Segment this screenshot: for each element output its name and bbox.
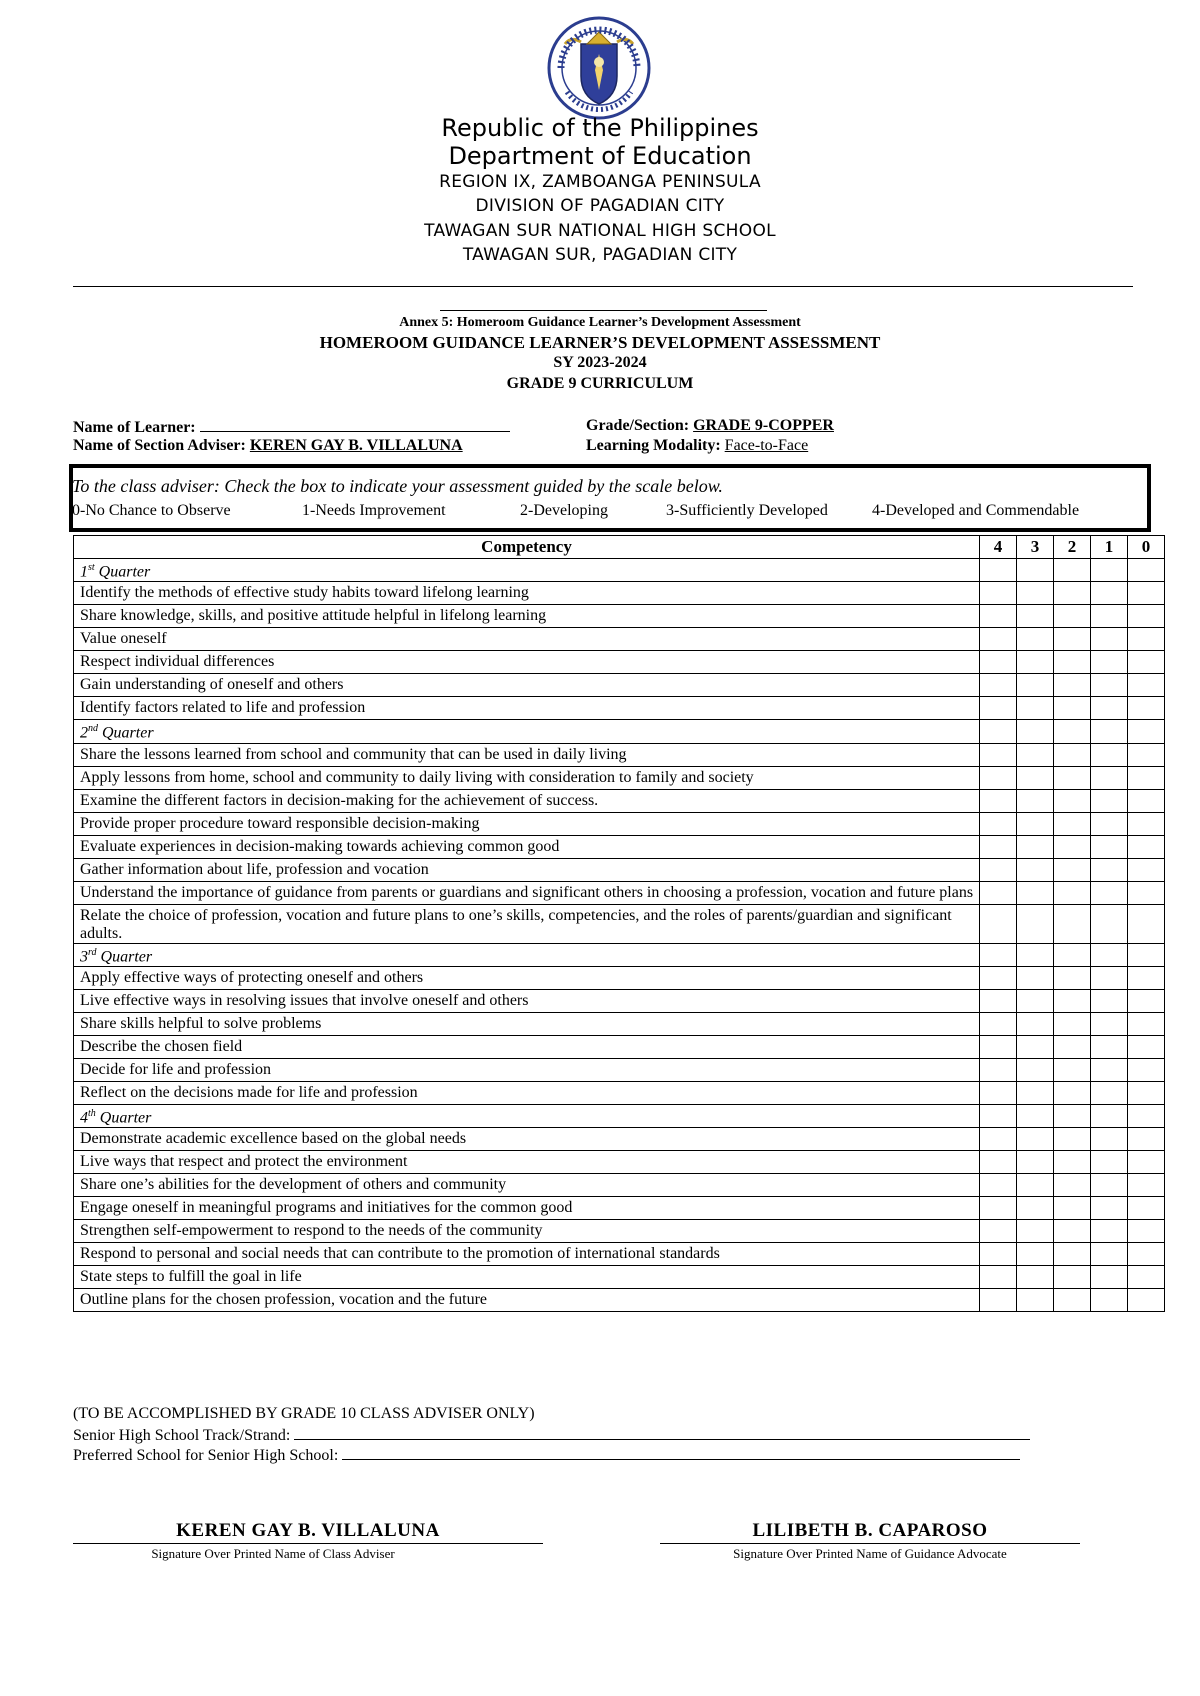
score-cell-1[interactable] [1091,904,1128,943]
adviser-row [73,437,463,455]
score-cell-0[interactable] [1128,1220,1165,1243]
score-cell-3[interactable] [1017,1243,1054,1266]
quarter-row-q4 [74,1104,1165,1127]
score-cell-3[interactable] [1017,989,1054,1012]
learner-name-field[interactable] [200,417,510,432]
quarter-word: Quarter [99,1109,152,1127]
score-cell-0[interactable] [1128,1081,1165,1104]
score-cell-1[interactable] [1091,1035,1128,1058]
learner-label: Name of Learner: [73,419,196,436]
competency-row [74,904,1165,943]
score-cell-3[interactable] [1017,1151,1054,1174]
competency-row [74,1174,1165,1197]
score-cell-3[interactable] [1017,943,1054,966]
score-cell-3[interactable] [1017,858,1054,881]
score-cell-4[interactable] [980,966,1017,989]
score-cell-2[interactable] [1054,1012,1091,1035]
competency-row [74,835,1165,858]
score-cell-4[interactable] [980,1220,1017,1243]
scale-3: 3-Sufficiently Developed [666,502,828,519]
score-cell-0[interactable] [1128,943,1165,966]
score-cell-4[interactable] [980,1128,1017,1151]
adviser-signature-caption: Signature Over Printed Name of Class Adviser [151,1546,395,1561]
score-cell-4[interactable] [980,989,1017,1012]
competency-row [74,1289,1165,1312]
competency-text: Share skills helpful to solve problems [74,1012,980,1035]
quarter-row-q2 [74,720,1165,743]
quarter-row-q1 [74,559,1165,582]
modality-row [586,437,808,455]
score-cell-2[interactable] [1054,1220,1091,1243]
score-cell-3[interactable] [1017,766,1054,789]
score-cell-2[interactable] [1054,943,1091,966]
score-cell-1[interactable] [1091,1081,1128,1104]
score-cell-0[interactable] [1128,966,1165,989]
competency-text: Share knowledge, skills, and positive attitude helpful in lifelong learning [74,605,980,628]
score-header-0: 0 [1128,536,1165,559]
score-cell-1[interactable] [1091,1243,1128,1266]
score-cell-1[interactable] [1091,1104,1128,1127]
score-cell-4[interactable] [980,812,1017,835]
score-cell-2[interactable] [1054,966,1091,989]
score-cell-1[interactable] [1091,1266,1128,1289]
score-cell-3[interactable] [1017,1104,1054,1127]
competency-text: Identify factors related to life and profession [74,697,980,720]
score-cell-3[interactable] [1017,835,1054,858]
score-cell-2[interactable] [1054,1266,1091,1289]
preferred-school-label: Preferred School for Senior High School: [73,1447,339,1464]
score-cell-3[interactable] [1017,812,1054,835]
score-cell-1[interactable] [1091,1012,1128,1035]
score-cell-2[interactable] [1054,904,1091,943]
quarter-word: Quarter [102,724,154,742]
score-cell-4[interactable] [980,881,1017,904]
score-cell-3[interactable] [1017,743,1054,766]
score-cell-0[interactable] [1128,743,1165,766]
quarter-ordinal: st [88,562,95,573]
header-region: REGION IX, ZAMBOANGA PENINSULA [439,172,761,192]
competency-table [73,535,1165,1312]
score-cell-3[interactable] [1017,1220,1054,1243]
score-cell-4[interactable] [980,582,1017,605]
grade-section-row [586,417,834,435]
quarter-word: Quarter [100,947,153,965]
score-cell-3[interactable] [1017,881,1054,904]
score-cell-4[interactable] [980,605,1017,628]
score-cell-4[interactable] [980,674,1017,697]
quarter-row-q3 [74,943,1165,966]
score-cell-2[interactable] [1054,1058,1091,1081]
quarter-label [74,720,980,743]
score-cell-4[interactable] [980,1174,1017,1197]
score-cell-2[interactable] [1054,720,1091,743]
competency-text: Respect individual differences [74,651,980,674]
competency-row [74,651,1165,674]
competency-text: State steps to fulfill the goal in life [74,1266,980,1289]
advocate-signature-caption: Signature Over Printed Name of Guidance Advocate [733,1546,1007,1561]
score-cell-2[interactable] [1054,1243,1091,1266]
competency-row [74,858,1165,881]
competency-text: Apply lessons from home, school and community to daily living with consideration to family and society [74,766,980,789]
quarter-number: 1 [80,563,88,581]
quarter-label [74,943,980,966]
score-cell-1[interactable] [1091,1220,1128,1243]
score-header-3: 3 [1017,536,1054,559]
header-address: TAWAGAN SUR, PAGADIAN CITY [462,245,738,265]
score-cell-0[interactable] [1128,697,1165,720]
score-cell-0[interactable] [1128,720,1165,743]
score-cell-1[interactable] [1091,966,1128,989]
score-cell-4[interactable] [980,1012,1017,1035]
score-cell-2[interactable] [1054,1128,1091,1151]
competency-text: Gather information about life, profession and vocation [74,858,980,881]
track-strand-field[interactable] [294,1425,1030,1440]
score-cell-2[interactable] [1054,766,1091,789]
score-cell-0[interactable] [1128,674,1165,697]
competency-text: Demonstrate academic excellence based on the global needs [74,1128,980,1151]
quarter-word: Quarter [98,563,151,581]
score-cell-1[interactable] [1091,835,1128,858]
competency-text: Examine the different factors in decision-making for the achievement of success. [74,789,980,812]
competency-row [74,881,1165,904]
score-cell-2[interactable] [1054,789,1091,812]
competency-text: Engage oneself in meaningful programs and initiatives for the common good [74,1197,980,1220]
competency-row [74,1220,1165,1243]
score-cell-3[interactable] [1017,1012,1054,1035]
quarter-number: 2 [80,724,88,742]
score-cell-0[interactable] [1128,1104,1165,1127]
school-year: SY 2023-2024 [553,354,647,371]
adviser-value: KEREN GAY B. VILLALUNA [249,437,463,454]
quarter-ordinal: nd [88,723,98,735]
score-cell-3[interactable] [1017,605,1054,628]
competency-row [74,1151,1165,1174]
score-cell-0[interactable] [1128,989,1165,1012]
quarter-number: 3 [80,947,88,965]
preferred-school-row [73,1445,1020,1465]
score-cell-1[interactable] [1091,812,1128,835]
score-cell-4[interactable] [980,559,1017,582]
score-cell-3[interactable] [1017,628,1054,651]
score-cell-1[interactable] [1091,789,1128,812]
curriculum-grade: GRADE 9 CURRICULUM [506,375,694,392]
score-cell-3[interactable] [1017,674,1054,697]
quarter-ordinal: rd [88,946,97,958]
document-title: HOMEROOM GUIDANCE LEARNER’S DEVELOPMENT ASSESSMENT [319,333,881,352]
score-cell-0[interactable] [1128,1012,1165,1035]
competency-row [74,1081,1165,1104]
score-cell-3[interactable] [1017,582,1054,605]
competency-row [74,989,1165,1012]
competency-text: Describe the chosen field [74,1035,980,1058]
score-cell-1[interactable] [1091,720,1128,743]
instruction-box [69,464,1151,532]
score-cell-2[interactable] [1054,881,1091,904]
competency-text: Outline plans for the chosen profession, vocation and the future [74,1289,980,1312]
score-cell-2[interactable] [1054,858,1091,881]
score-cell-0[interactable] [1128,835,1165,858]
competency-text: Live ways that respect and protect the environment [74,1151,980,1174]
score-cell-0[interactable] [1128,766,1165,789]
scale-1: 1-Needs Improvement [302,502,446,519]
score-cell-4[interactable] [980,858,1017,881]
score-cell-3[interactable] [1017,651,1054,674]
score-cell-0[interactable] [1128,1035,1165,1058]
competency-text: Live effective ways in resolving issues that involve oneself and others [74,989,980,1012]
score-cell-3[interactable] [1017,720,1054,743]
score-cell-1[interactable] [1091,1174,1128,1197]
competency-text: Identify the methods of effective study habits toward lifelong learning [74,582,980,605]
score-cell-0[interactable] [1128,1058,1165,1081]
score-cell-1[interactable] [1091,605,1128,628]
header-school: TAWAGAN SUR NATIONAL HIGH SCHOOL [424,221,776,241]
score-cell-0[interactable] [1128,881,1165,904]
score-cell-1[interactable] [1091,628,1128,651]
competency-row [74,674,1165,697]
competency-row [74,1058,1165,1081]
score-cell-1[interactable] [1091,743,1128,766]
track-strand-row [73,1425,1030,1445]
score-cell-4[interactable] [980,1081,1017,1104]
score-cell-4[interactable] [980,1197,1017,1220]
score-cell-0[interactable] [1128,1151,1165,1174]
score-cell-1[interactable] [1091,989,1128,1012]
score-cell-2[interactable] [1054,1081,1091,1104]
score-cell-4[interactable] [980,697,1017,720]
score-cell-3[interactable] [1017,1174,1054,1197]
score-header-4: 4 [980,536,1017,559]
score-cell-3[interactable] [1017,789,1054,812]
adviser-signature-line [73,1543,543,1544]
header-division: DIVISION OF PAGADIAN CITY [475,196,725,216]
score-cell-2[interactable] [1054,835,1091,858]
score-cell-3[interactable] [1017,904,1054,943]
scale-2: 2-Developing [520,502,608,519]
score-cell-1[interactable] [1091,1197,1128,1220]
competency-text: Strengthen self-empowerment to respond to the needs of the community [74,1220,980,1243]
competency-row [74,1243,1165,1266]
table-header-row [74,536,1165,559]
grade10-note: (TO BE ACCOMPLISHED BY GRADE 10 CLASS ADVISER ONLY) [73,1405,535,1422]
competency-text: Share one’s abilities for the development of others and community [74,1174,980,1197]
score-cell-2[interactable] [1054,1104,1091,1127]
competency-row [74,1012,1165,1035]
modality-label: Learning Modality: [586,437,721,454]
score-cell-3[interactable] [1017,1058,1054,1081]
competency-row [74,1035,1165,1058]
score-cell-2[interactable] [1054,1174,1091,1197]
score-cell-4[interactable] [980,1058,1017,1081]
competency-row [74,966,1165,989]
competency-text: Understand the importance of guidance from parents or guardians and significant others in choosing a profession, vocation and future plans [74,881,980,904]
score-header-2: 2 [1054,536,1091,559]
score-cell-0[interactable] [1128,1128,1165,1151]
score-cell-2[interactable] [1054,559,1091,582]
score-cell-4[interactable] [980,943,1017,966]
score-cell-2[interactable] [1054,1197,1091,1220]
score-cell-4[interactable] [980,720,1017,743]
preferred-school-field[interactable] [342,1445,1020,1460]
competency-row [74,628,1165,651]
score-cell-0[interactable] [1128,651,1165,674]
score-cell-1[interactable] [1091,1058,1128,1081]
score-cell-1[interactable] [1091,858,1128,881]
score-header-1: 1 [1091,536,1128,559]
grade-section-value: GRADE 9-COPPER [693,417,834,434]
quarter-number: 4 [80,1109,88,1127]
score-cell-2[interactable] [1054,812,1091,835]
score-cell-4[interactable] [980,1035,1017,1058]
learner-name-row [73,417,510,437]
header-divider [73,286,1133,287]
score-cell-2[interactable] [1054,1289,1091,1312]
score-cell-3[interactable] [1017,1266,1054,1289]
score-cell-1[interactable] [1091,674,1128,697]
score-cell-1[interactable] [1091,651,1128,674]
score-cell-4[interactable] [980,628,1017,651]
competency-text: Value oneself [74,628,980,651]
modality-value: Face-to-Face [724,437,809,454]
competency-text: Share the lessons learned from school and community that can be used in daily living [74,743,980,766]
instruction-text: To the class adviser: Check the box to indicate your assessment guided by the scale below. [72,476,723,496]
score-cell-2[interactable] [1054,674,1091,697]
quarter-label [74,1104,980,1127]
score-cell-4[interactable] [980,835,1017,858]
score-cell-2[interactable] [1054,697,1091,720]
advocate-signature-name: LILIBETH B. CAPAROSO [752,1520,988,1541]
annex-title: Annex 5: Homeroom Guidance Learner’s Development Assessment [399,315,801,330]
score-cell-1[interactable] [1091,943,1128,966]
score-cell-0[interactable] [1128,789,1165,812]
score-cell-0[interactable] [1128,1197,1165,1220]
competency-row [74,1197,1165,1220]
score-cell-0[interactable] [1128,605,1165,628]
competency-text: Decide for life and profession [74,1058,980,1081]
score-cell-1[interactable] [1091,1151,1128,1174]
score-cell-0[interactable] [1128,582,1165,605]
score-cell-3[interactable] [1017,1197,1054,1220]
adviser-signature-name: KEREN GAY B. VILLALUNA [176,1520,440,1541]
scale-4: 4-Developed and Commendable [872,502,1080,519]
competency-row [74,789,1165,812]
competency-text: Evaluate experiences in decision-making towards achieving common good [74,835,980,858]
score-cell-4[interactable] [980,766,1017,789]
competency-row [74,582,1165,605]
quarter-ordinal: th [88,1107,96,1119]
score-cell-0[interactable] [1128,1266,1165,1289]
score-cell-0[interactable] [1128,559,1165,582]
score-cell-1[interactable] [1091,697,1128,720]
grade-section-label: Grade/Section: [586,417,690,434]
score-cell-0[interactable] [1128,1289,1165,1312]
deped-seal-icon [541,14,657,122]
score-cell-3[interactable] [1017,697,1054,720]
score-cell-0[interactable] [1128,904,1165,943]
score-cell-4[interactable] [980,1151,1017,1174]
score-cell-3[interactable] [1017,966,1054,989]
score-cell-3[interactable] [1017,559,1054,582]
score-cell-4[interactable] [980,1266,1017,1289]
competency-text: Respond to personal and social needs that can contribute to the promotion of international standards [74,1243,980,1266]
score-cell-1[interactable] [1091,1128,1128,1151]
score-cell-4[interactable] [980,1243,1017,1266]
score-cell-0[interactable] [1128,628,1165,651]
score-cell-0[interactable] [1128,1243,1165,1266]
competency-row [74,812,1165,835]
score-cell-2[interactable] [1054,628,1091,651]
competency-row [74,605,1165,628]
quarter-label [74,559,980,582]
score-cell-3[interactable] [1017,1081,1054,1104]
score-cell-1[interactable] [1091,881,1128,904]
competency-text: Relate the choice of profession, vocation and future plans to one’s skills, competencies, and the roles of parents/guardian and significant adults. [74,904,980,943]
header-department: Department of Education [448,142,752,170]
score-cell-2[interactable] [1054,651,1091,674]
score-cell-4[interactable] [980,743,1017,766]
competency-row [74,743,1165,766]
score-cell-0[interactable] [1128,1174,1165,1197]
competency-text: Gain understanding of oneself and others [74,674,980,697]
competency-row [74,1266,1165,1289]
score-cell-2[interactable] [1054,1035,1091,1058]
score-cell-4[interactable] [980,1104,1017,1127]
title-divider [440,310,767,311]
score-cell-4[interactable] [980,904,1017,943]
score-cell-3[interactable] [1017,1035,1054,1058]
score-cell-3[interactable] [1017,1128,1054,1151]
competency-row [74,1128,1165,1151]
competency-header: Competency [74,536,980,559]
score-cell-2[interactable] [1054,582,1091,605]
competency-row [74,766,1165,789]
score-cell-4[interactable] [980,651,1017,674]
score-cell-1[interactable] [1091,1289,1128,1312]
header-republic: Republic of the Philippines [441,114,759,142]
score-cell-2[interactable] [1054,1151,1091,1174]
track-strand-label: Senior High School Track/Strand: [73,1427,291,1444]
score-cell-3[interactable] [1017,1289,1054,1312]
score-cell-2[interactable] [1054,989,1091,1012]
competency-row [74,697,1165,720]
score-cell-0[interactable] [1128,858,1165,881]
score-cell-1[interactable] [1091,582,1128,605]
score-cell-1[interactable] [1091,559,1128,582]
score-cell-2[interactable] [1054,743,1091,766]
advocate-signature-line [660,1543,1080,1544]
competency-text: Apply effective ways of protecting oneself and others [74,966,980,989]
competency-text: Reflect on the decisions made for life and profession [74,1081,980,1104]
score-cell-4[interactable] [980,1289,1017,1312]
score-cell-0[interactable] [1128,812,1165,835]
score-cell-4[interactable] [980,789,1017,812]
scale-0: 0-No Chance to Observe [72,502,231,519]
score-cell-1[interactable] [1091,766,1128,789]
adviser-label: Name of Section Adviser: [73,437,246,454]
score-cell-2[interactable] [1054,605,1091,628]
competency-text: Provide proper procedure toward responsible decision-making [74,812,980,835]
